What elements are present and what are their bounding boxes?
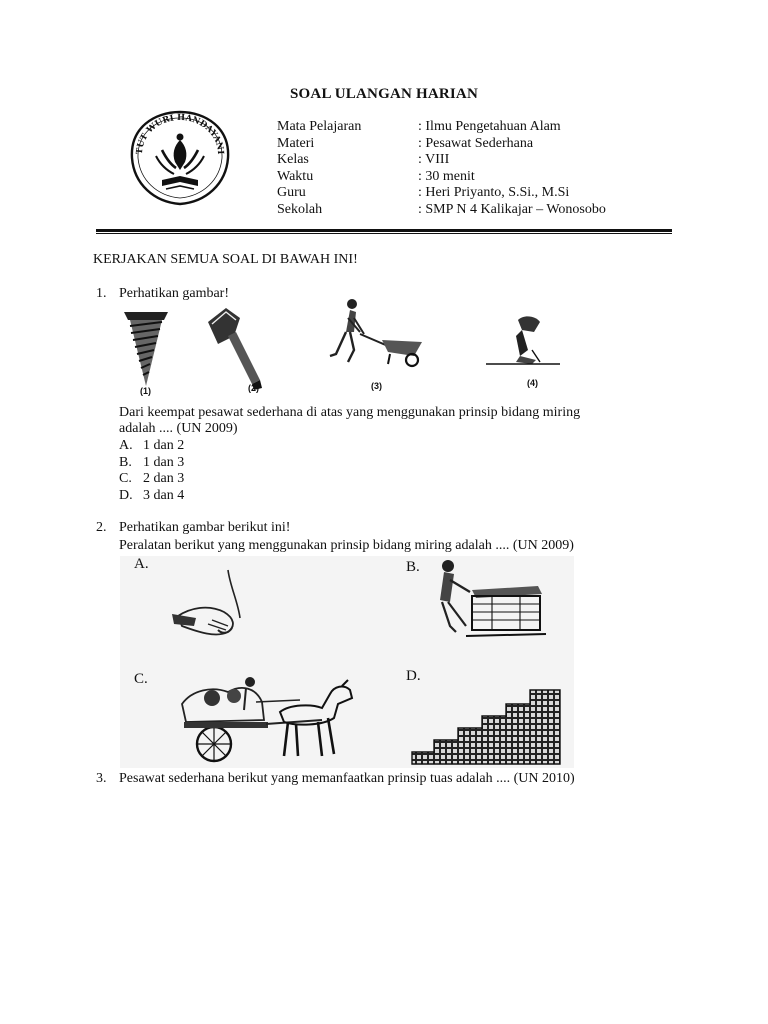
label-materi: Materi <box>277 135 315 151</box>
pushing-chest-image <box>432 556 548 642</box>
horse-cart-image <box>172 674 358 768</box>
stairs-image <box>410 688 562 766</box>
document-title: SOAL ULANGAN HARIAN <box>290 86 478 102</box>
value-materi: : Pesawat Sederhana <box>418 135 534 151</box>
question-2-prompt: Perhatikan gambar berikut ini! <box>119 520 291 535</box>
option-a-text: 1 dan 2 <box>143 438 185 453</box>
info-values <box>418 119 606 219</box>
image-4-caption: (4) <box>527 378 538 388</box>
value-sekolah: : SMP N 4 Kalikajar – Wonosobo <box>418 201 606 217</box>
question-1-text-line-1: Dari keempat pesawat sederhana di atas yang menggunakan prinsip bidang miring <box>119 405 581 420</box>
question-3-text: Pesawat sederhana berikut yang memanfaatkan prinsip tuas adalah .... (UN 2010) <box>119 771 575 786</box>
option-c-letter: C. <box>119 471 132 486</box>
question-1-number: 1. <box>96 286 107 301</box>
wheelbarrow-image <box>326 298 428 378</box>
value-mata-pelajaran: : Ilmu Pengetahuan Alam <box>418 119 561 134</box>
label-mata-pelajaran: Mata Pelajaran <box>277 119 362 134</box>
value-kelas: : VIII <box>418 152 450 168</box>
option-a-letter: A. <box>119 438 133 453</box>
option-c-text: 2 dan 3 <box>143 471 185 486</box>
instruction-text: KERJAKAN SEMUA SOAL DI BAWAH INI! <box>93 252 358 267</box>
value-waktu: : 30 menit <box>418 168 475 184</box>
tut-wuri-handayani-logo <box>122 106 238 208</box>
image-b-label: B. <box>406 559 420 575</box>
label-kelas: Kelas <box>277 152 309 168</box>
image-a-label: A. <box>134 556 149 572</box>
question-1-prompt: Perhatikan gambar! <box>119 286 230 301</box>
label-waktu: Waktu <box>277 168 314 184</box>
option-d-text: 3 dan 4 <box>143 488 185 503</box>
option-b-letter: B. <box>119 455 132 470</box>
option-d-letter: D. <box>119 488 133 503</box>
hand-tool-image <box>168 568 258 648</box>
option-b-text: 1 dan 3 <box>143 455 185 470</box>
question-2-text: Peralatan berikut yang menggunakan prinsip bidang miring adalah .... (UN 2009) <box>119 538 574 553</box>
info-labels <box>277 119 361 219</box>
question-1-text-line-2: adalah .... (UN 2009) <box>119 421 238 436</box>
image-c-label: C. <box>134 671 148 687</box>
image-2-caption: (2) <box>248 383 259 393</box>
header-divider-thin <box>96 233 672 234</box>
nail-puller-image <box>484 310 562 370</box>
question-3-number: 3. <box>96 771 107 786</box>
label-guru: Guru <box>277 185 306 201</box>
image-3-caption: (3) <box>371 381 382 391</box>
logo-text: TUT WURI HANDAYANI <box>134 112 226 155</box>
label-sekolah: Sekolah <box>277 201 323 217</box>
image-d-label: D. <box>406 668 421 684</box>
image-1-caption: (1) <box>140 386 151 396</box>
header-divider-thick <box>96 229 672 232</box>
value-guru: : Heri Priyanto, S.Si., M.Si <box>418 185 570 201</box>
question-2-number: 2. <box>96 520 107 535</box>
